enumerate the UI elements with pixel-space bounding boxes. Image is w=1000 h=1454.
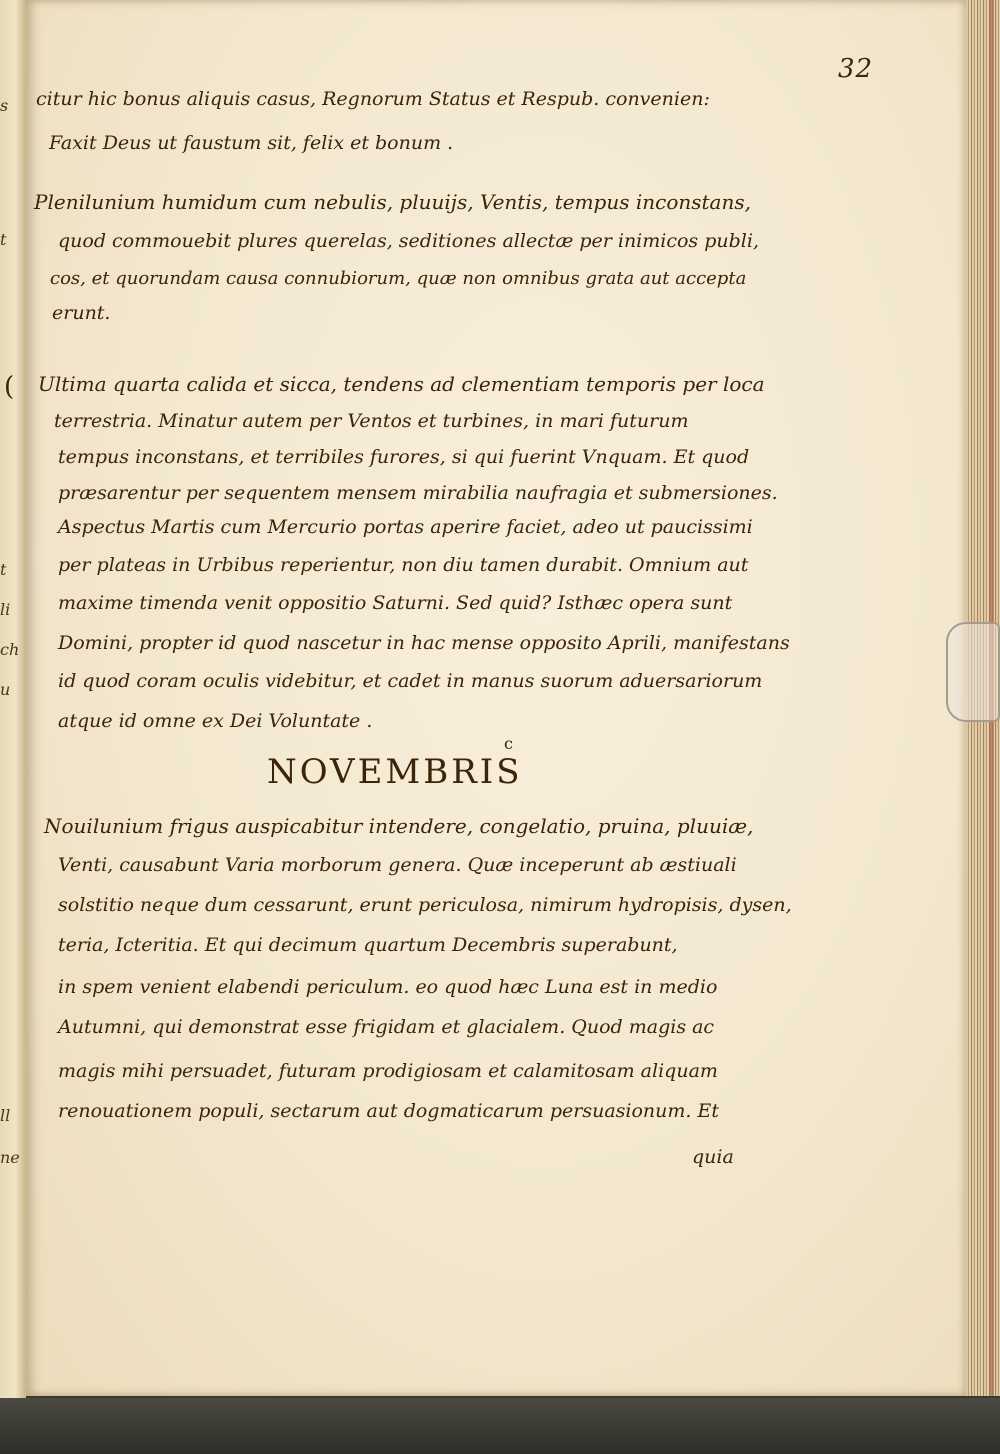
text-line: in spem venient elabendi periculum. eo quod hæc Luna est in medio xyxy=(58,976,718,998)
margin-fragment: ne xyxy=(0,1148,20,1167)
month-heading: NOVEMBRIS xyxy=(267,752,523,792)
background-strip xyxy=(0,1398,1000,1454)
text-line: terrestria. Minatur autem per Ventos et turbines, in mari futurum xyxy=(54,410,689,432)
heading-mark: c xyxy=(504,734,513,753)
margin-fragment: ll xyxy=(0,1106,11,1125)
text-line: per plateas in Urbibus reperientur, non diu tamen durabit. Omnium aut xyxy=(58,554,749,576)
text-line: maxime timenda venit oppositio Saturni. Sed quid? Isthæc opera sunt xyxy=(58,592,733,614)
text-line: Venti, causabunt Varia morborum genera. Quæ inceperunt ab æstiuali xyxy=(58,854,737,876)
manuscript-page xyxy=(26,0,966,1396)
text-line: atque id omne ex Dei Voluntate . xyxy=(58,710,373,732)
text-line: Autumni, qui demonstrat esse frigidam et glacialem. Quod magis ac xyxy=(58,1016,715,1038)
text-line: citur hic bonus aliquis casus, Regnorum Status et Respub. convenien: xyxy=(36,88,710,110)
text-line: Faxit Deus ut faustum sit, felix et bonum . xyxy=(49,132,454,154)
margin-bracket: ( xyxy=(4,372,15,402)
previous-page-edge xyxy=(0,0,26,1400)
text-line: præsarentur per sequentem mensem mirabilia naufragia et submersiones. xyxy=(58,482,778,504)
text-line: tempus inconstans, et terribiles furores, si qui fuerint Vnquam. Et quod xyxy=(58,446,750,468)
margin-fragment: t xyxy=(0,230,7,249)
text-line: id quod coram oculis videbitur, et cadet in manus suorum aduersariorum xyxy=(58,670,763,692)
text-line: renouationem populi, sectarum aut dogmaticarum persuasionum. Et xyxy=(58,1100,720,1122)
text-line: Aspectus Martis cum Mercurio portas aperire faciet, adeo ut paucissimi xyxy=(58,516,753,538)
text-line: erunt. xyxy=(52,302,111,324)
text-line: Nouilunium frigus auspicabitur intendere, congelatio, pruina, pluuiæ, xyxy=(44,814,754,838)
margin-fragment: u xyxy=(0,680,11,699)
text-line: Plenilunium humidum cum nebulis, pluuijs, Ventis, tempus inconstans, xyxy=(34,190,751,214)
text-line: solstitio neque dum cessarunt, erunt periculosa, nimirum hydropisis, dysen, xyxy=(58,894,792,916)
margin-fragment: ch xyxy=(0,640,20,659)
text-line: Domini, propter id quod nascetur in hac mense opposito Aprili, manifestans xyxy=(58,632,790,654)
catchword: quia xyxy=(692,1146,734,1168)
folio-number: 32 xyxy=(838,54,874,84)
text-line: cos, et quorundam causa connubiorum, quæ non omnibus grata aut accepta xyxy=(50,268,747,289)
text-line: quod commouebit plures querelas, seditiones allectæ per inimicos publi, xyxy=(58,230,759,252)
text-line: Ultima quarta calida et sicca, tendens ad clementiam temporis per loca xyxy=(38,372,765,396)
text-line: magis mihi persuadet, futuram prodigiosam et calamitosam aliquam xyxy=(58,1060,718,1082)
page-tab xyxy=(946,622,1000,722)
margin-fragment: s xyxy=(0,96,9,115)
margin-fragment: t xyxy=(0,560,7,579)
margin-fragment: li xyxy=(0,600,11,619)
text-line: teria, Icteritia. Et qui decimum quartum Decembris superabunt, xyxy=(58,934,678,956)
